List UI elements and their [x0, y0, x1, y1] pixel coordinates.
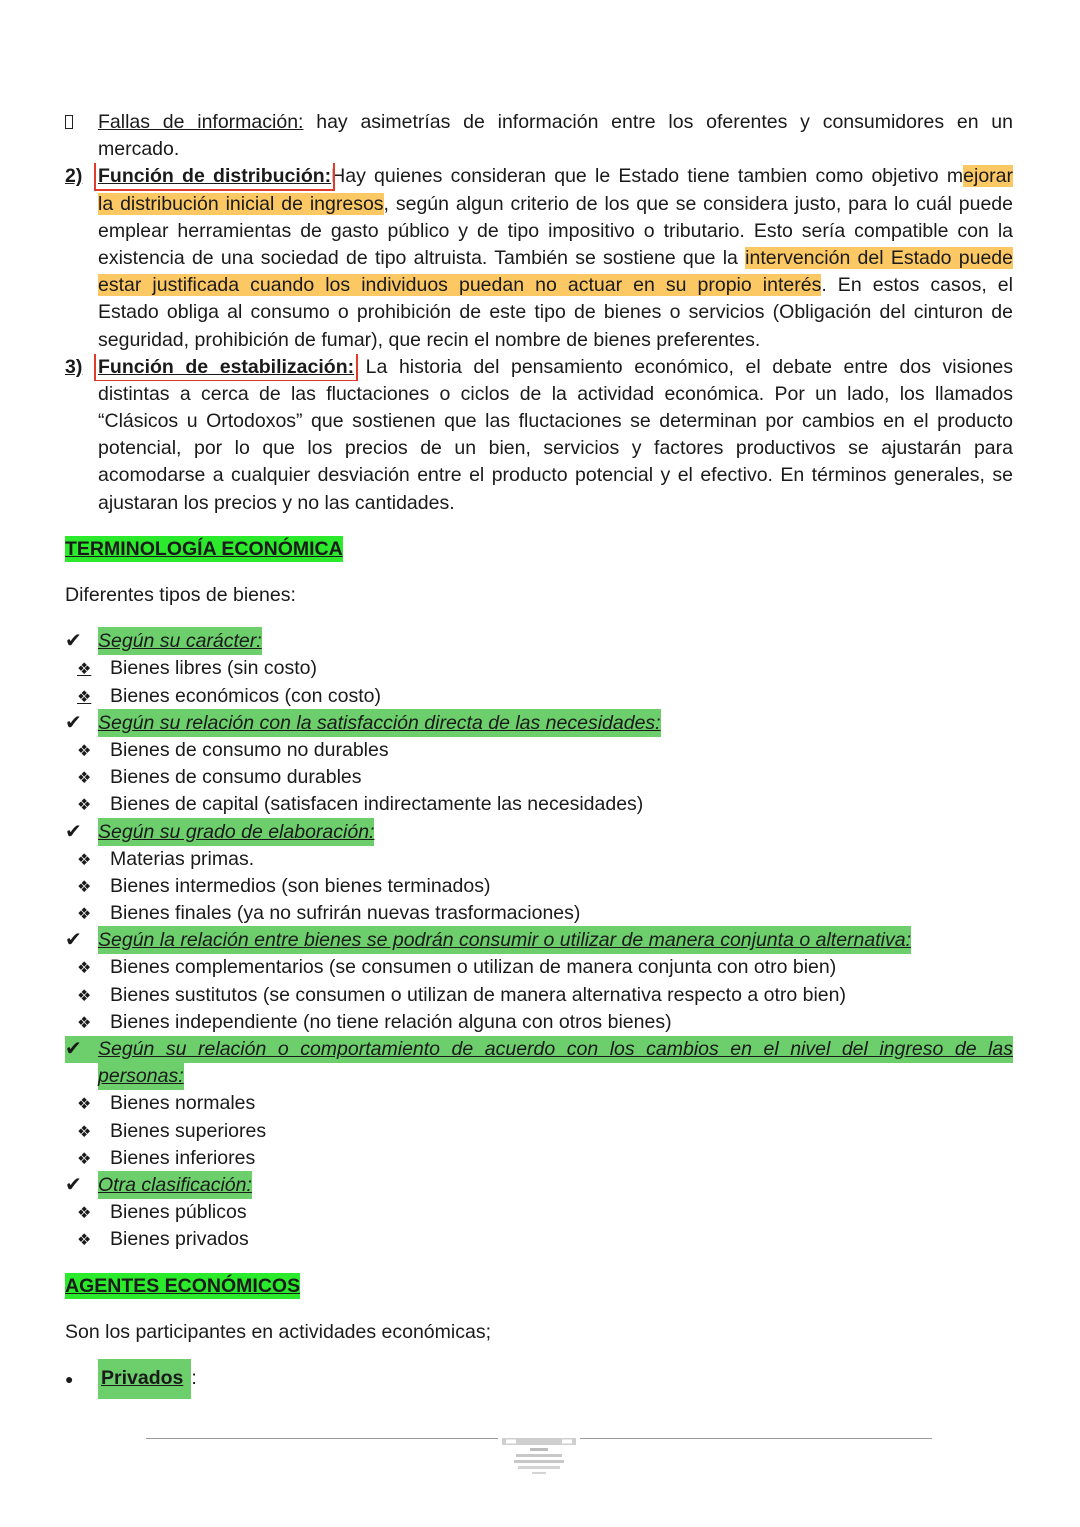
intro-bullet-line-2: mercado. [98, 138, 180, 161]
distribucion-title: Función de distribución: [98, 165, 332, 188]
category-row [65, 628, 1013, 655]
list-item-text: Bienes complementarios (se consumen o utilizan de manera conjunta con otro bien) [110, 956, 837, 979]
list-item [65, 764, 1013, 791]
list-item-text: Materias primas. [110, 847, 255, 870]
privados-label-text: Privados [101, 1366, 184, 1389]
agentes-heading-row [65, 1273, 1013, 1300]
list-item [65, 1226, 1013, 1253]
distribucion-line-3: emplear herramientas de gasto público y de tipo impositivo o tributario. Esto sería compatible con la [98, 219, 1013, 242]
category-row [65, 710, 1013, 737]
list-item-text: Bienes de consumo no durables [110, 738, 389, 761]
agentes-intro: Son los participantes en actividades económicas; [65, 1320, 491, 1343]
estabilizacion-line-1 [65, 354, 1013, 381]
list-item [65, 873, 1013, 900]
category-title: Según su grado de elaboración: [98, 818, 374, 846]
category-row [65, 927, 1013, 954]
list-item [65, 1118, 1013, 1145]
checkmark-icon: ✔ [65, 1173, 82, 1196]
list-item [65, 683, 1013, 710]
diamond-bullet-icon: ❖ [77, 1205, 92, 1223]
distribucion-line-6: Estado obliga al consumo o prohibición de este tipo de bienes o servicios (Obligación del cinturon de [98, 301, 1013, 324]
list-item-text: Bienes privados [110, 1228, 249, 1251]
distribucion-text: Hay quienes consideran que le Estado tiene tambien como objetivo m [331, 165, 964, 188]
category-title: Según su relación con la satisfacción directa de las necesidades: [98, 709, 661, 737]
diamond-bullet-icon: ❖ [77, 742, 92, 760]
list-item-text: Bienes económicos (con costo) [110, 684, 381, 707]
terminologia-heading-row [65, 536, 1013, 563]
agentes-heading: AGENTES ECONÓMICOS [65, 1274, 301, 1297]
intro-bullet-label: Fallas de información: [98, 111, 304, 133]
checkmark-icon: ✔ [65, 1038, 82, 1060]
list-item [65, 791, 1013, 818]
category-row [65, 1036, 1013, 1063]
privados-label [98, 1359, 191, 1399]
list-item-text: Bienes independiente (no tiene relación alguna con otros bienes) [110, 1010, 672, 1033]
category-title: Según su carácter: [98, 627, 262, 655]
distribucion-highlight: estar justificada cuando los individuos puedan no actuar en su propio interés [98, 274, 822, 297]
list-item-text: Bienes de capital (satisfacen indirectamente las necesidades) [110, 793, 644, 816]
estabilizacion-line-3: “Clásicos u Ortodoxos” que sostienen que las fluctaciones se determinan por cambios en el producto [98, 410, 1013, 433]
distribucion-text: existencia de una sociedad de tipo altruista. También se sostiene que la [98, 246, 746, 269]
category-title: Según su relación o comportamiento de acuerdo con los cambios en el nivel del ingreso de las [98, 1036, 1013, 1063]
diamond-bullet-icon: ❖ [77, 851, 92, 869]
intro-bullet-line [65, 109, 1013, 136]
list-item-text: Bienes de consumo durables [110, 766, 362, 789]
list-item [65, 846, 1013, 873]
list-item [65, 982, 1013, 1009]
diamond-bullet-icon: ❖ [77, 1232, 92, 1250]
list-item-text: Bienes finales (ya no sufrirán nuevas trasformaciones) [110, 902, 581, 925]
checkmark-icon: ✔ [65, 820, 82, 843]
diamond-bullet-icon: ❖ [77, 987, 92, 1005]
empty-box-icon [65, 109, 98, 136]
bullet-dot-icon: ● [65, 1370, 74, 1387]
category-row [65, 819, 1013, 846]
diamond-bullet-icon: ❖ [77, 1096, 92, 1114]
list-item [65, 1145, 1013, 1172]
diamond-bullet-icon: ❖ [77, 906, 92, 924]
distribucion-line-2 [65, 191, 1013, 218]
list-item-text: Bienes inferiores [110, 1146, 256, 1169]
distribucion-text: . En estos casos, el [821, 274, 1013, 297]
watermark-logo-icon [500, 1434, 578, 1476]
checkmark-icon: ✔ [65, 711, 82, 734]
diamond-bullet-icon: ❖ [77, 661, 92, 679]
category-row [65, 1172, 1013, 1199]
checkmark-icon: ✔ [65, 630, 82, 653]
category-row-continued [65, 1063, 1013, 1090]
intro-bullet-text: hay asimetrías de información entre los oferentes y consumidores en un [303, 111, 1013, 133]
list-item-text: Bienes sustitutos (se consumen o utilizan de manera alternativa respecto a otro bien) [110, 983, 846, 1006]
estabilizacion-line-4: potencial, por lo que los precios de un bien, servicios y factores productivos se ajustarán para [98, 437, 1013, 460]
diamond-bullet-icon: ❖ [77, 770, 92, 788]
distribucion-highlight: la distribución inicial de ingresos [98, 192, 384, 215]
distribucion-line-7: seguridad, prohibición de fumar), que recin el nombre de bienes preferentes. [98, 328, 761, 351]
estabilizacion-line-2: distintas a cerca de las fluctaciones o ciclos de la actividad económica. Por un lado, los llamados [98, 382, 1013, 405]
distribucion-highlight: intervención del Estado puede [745, 246, 1013, 269]
list-item [65, 1090, 1013, 1117]
footer-divider-left [146, 1438, 498, 1439]
list-item-text: Bienes públicos [110, 1201, 247, 1224]
terminologia-heading: TERMINOLOGÍA ECONÓMICA [65, 537, 343, 560]
list-item [65, 900, 1013, 927]
diamond-bullet-icon: ❖ [77, 960, 92, 978]
list-item [65, 1009, 1013, 1036]
list-item [65, 1199, 1013, 1226]
list-item [65, 954, 1013, 981]
list-item-text: Bienes normales [110, 1092, 256, 1115]
estabilizacion-line-6: ajustaran los precios y no las cantidades. [98, 491, 455, 514]
diamond-bullet-icon: ❖ [77, 1150, 92, 1168]
footer-divider-right [580, 1438, 932, 1439]
distribucion-line-1 [65, 163, 1013, 190]
distribucion-highlight: ejorar [963, 165, 1013, 188]
distribucion-line-5 [65, 272, 1013, 299]
estabilizacion-line-5: acomodarse a cualquier desviación entre el producto potencial y el efectivo. En términos generales, se [98, 464, 1013, 487]
diamond-bullet-icon: ❖ [77, 797, 92, 815]
estabilizacion-text: La historia del pensamiento económico, el debate entre dos visiones [354, 355, 1013, 378]
list-item-text: Bienes libres (sin costo) [110, 657, 317, 680]
distribucion-number: 2) [65, 165, 83, 188]
list-item-text: Bienes superiores [110, 1119, 267, 1142]
checkmark-icon: ✔ [65, 929, 82, 952]
category-title: Otra clasificación: [98, 1171, 252, 1199]
privados-colon: : [191, 1366, 197, 1389]
terminologia-intro: Diferentes tipos de bienes: [65, 584, 296, 606]
category-title: Según la relación entre bienes se podrán consumir o utilizar de manera conjunta o alternativa: [98, 926, 911, 954]
diamond-bullet-icon: ❖ [77, 688, 92, 706]
diamond-bullet-icon: ❖ [77, 878, 92, 896]
document-page [65, 109, 1013, 1392]
distribucion-line-4 [65, 245, 1013, 272]
list-item [65, 655, 1013, 682]
list-item-text: Bienes intermedios (son bienes terminados) [110, 874, 491, 897]
estabilizacion-number: 3) [65, 355, 83, 378]
diamond-bullet-icon: ❖ [77, 1014, 92, 1032]
agentes-privados-row [65, 1365, 1013, 1392]
diamond-bullet-icon: ❖ [77, 1123, 92, 1141]
category-title: personas: [98, 1062, 184, 1090]
estabilizacion-title: Función de estabilización: [98, 355, 355, 378]
list-item [65, 737, 1013, 764]
distribucion-text: , según algun criterio de los que se considera justo, para lo cuál puede [383, 192, 1013, 215]
